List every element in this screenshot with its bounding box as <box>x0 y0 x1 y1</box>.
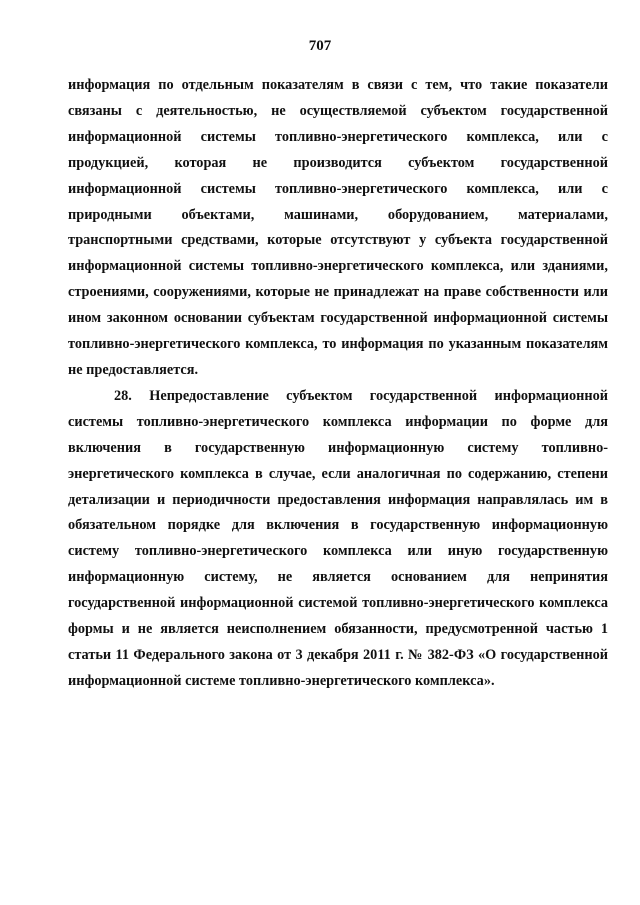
paragraph-item-28: 28. Непредоставление субъектом государственной информационной системы топливно-энергетического комплекса информации по форме для включения в государственную информационную систему топливно-энергетического комплекса в случае, если аналогичная по содержанию, степени детализации и периодичности предоставления информация направлялась им в обязательном порядке для включения в государственную информационную систему топливно-энергетического комплекса или иную государственную информационную систему, не является основанием для непринятия государственной информационной системой топливно-энергетического комплекса формы и не является неисполнением обязанности, предусмотренной частью 1 статьи 11 Федерального закона от 3 декабря 2011 г. № 382-ФЗ «О государственной информационной системе топливно-энергетического комплекса». <box>68 387 608 689</box>
document-body <box>68 73 608 695</box>
page-number: 707 <box>308 38 332 54</box>
paragraph-continuation: информация по отдельным показателям в связи с тем, что такие показатели связаны с деятельностью, не осуществляемой субъектом государственной информационной системы топливно-энергетического комплекса, или с продукцией, которая не производится субъектом государственной информационной системы топливно-энергетического комплекса, или с природными объектами, машинами, оборудованием, материалами, транспортными средствами, которые отсутствуют у субъекта государственной информационной системы топливно-энергетического комплекса, или зданиями, строениями, сооружениями, которые не принадлежат на праве собственности или ином законном основании субъектам государственной информационной системы топливно-энергетического комплекса, то информация по указанным показателям не предоставляется. <box>68 77 608 378</box>
